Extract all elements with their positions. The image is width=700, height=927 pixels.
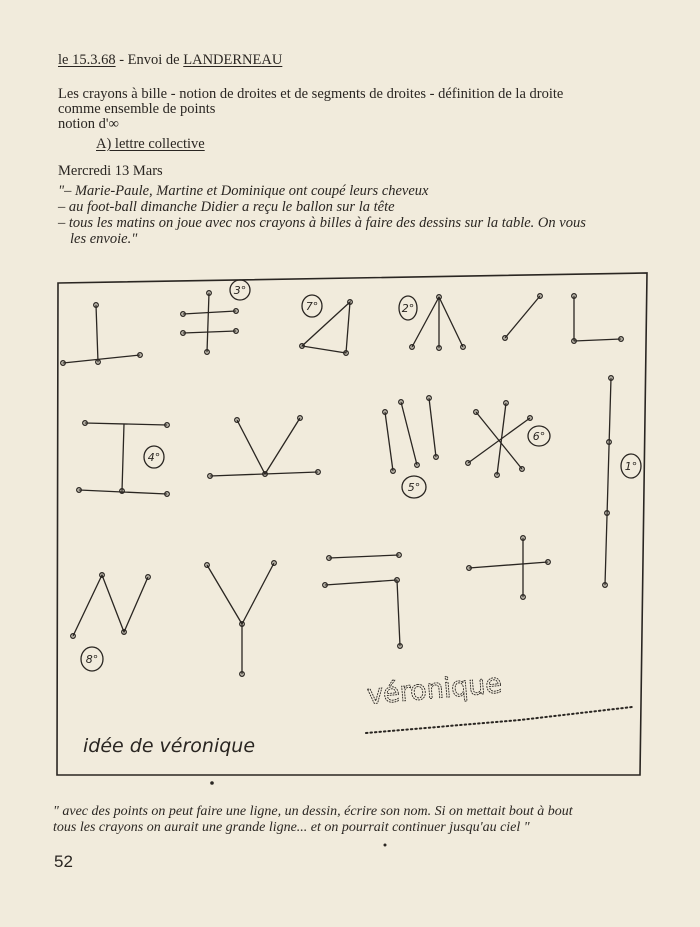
quote-line-2: tous les crayons on aurait une grande ligne... et on pourrait continuer jusqu'au ciel " (53, 820, 530, 835)
figure-double-cross (181, 291, 239, 355)
label-4: 4° (147, 451, 161, 464)
header-separator: - Envoi de (115, 52, 184, 68)
drawing-frame (57, 273, 647, 775)
circled-labels (81, 280, 641, 671)
figure-l-shape (61, 303, 143, 366)
label-5: 5° (407, 481, 421, 494)
figure-long-vertical (603, 376, 614, 588)
label-1: 1° (624, 460, 638, 473)
header-place: LANDERNEAU (183, 52, 283, 68)
letter-line-2: – au foot-ball dimanche Didier a reçu le ballon sur la tête (58, 199, 395, 215)
label-3: 3° (233, 284, 247, 297)
figure-seven-shape (323, 553, 403, 649)
letter-line-1: "– Marie-Paule, Martine et Dominique ont coupé leurs cheveux (58, 183, 429, 199)
page-number: 52 (54, 852, 73, 871)
figure-small-l (572, 294, 624, 344)
figure-fan (410, 295, 466, 351)
label-8: 8° (85, 653, 99, 666)
drawing-caption: idée de véronique (83, 735, 256, 757)
figure-slant-line (503, 294, 543, 341)
figure-v-on-line (208, 416, 321, 479)
label-7: 7° (305, 300, 319, 313)
intro-line-2: comme ensemble de points (58, 101, 216, 117)
figure-cross (467, 536, 551, 600)
label-6: 6° (532, 430, 546, 443)
dotted-signature: véronique (365, 668, 504, 711)
dotted-line (366, 707, 632, 733)
section-title: A) lettre collective (96, 136, 205, 152)
letter-date: Mercredi 13 Mars (58, 163, 163, 179)
letter-line-3: – tous les matins on joue avec nos crayons à billes à faire des dessins sur la table. On vous (58, 215, 586, 231)
intro-line-3: notion d'∞ (58, 116, 119, 132)
figure-y-shape (205, 561, 277, 677)
letter-line-4: les envoie." (70, 231, 138, 247)
header-date: le 15.3.68 (58, 52, 116, 68)
intro-line-1: Les crayons à bille - notion de droites et de segments de droites - définition de la droite (58, 86, 564, 102)
label-2: 2° (401, 302, 415, 315)
figure-n-shape (71, 573, 151, 639)
figure-star (466, 401, 533, 478)
quote-line-1: " avec des points on peut faire une ligne, un dessin, écrire son nom. Si on mettait bout à bout (53, 804, 573, 819)
figure-three-lines (383, 396, 439, 474)
